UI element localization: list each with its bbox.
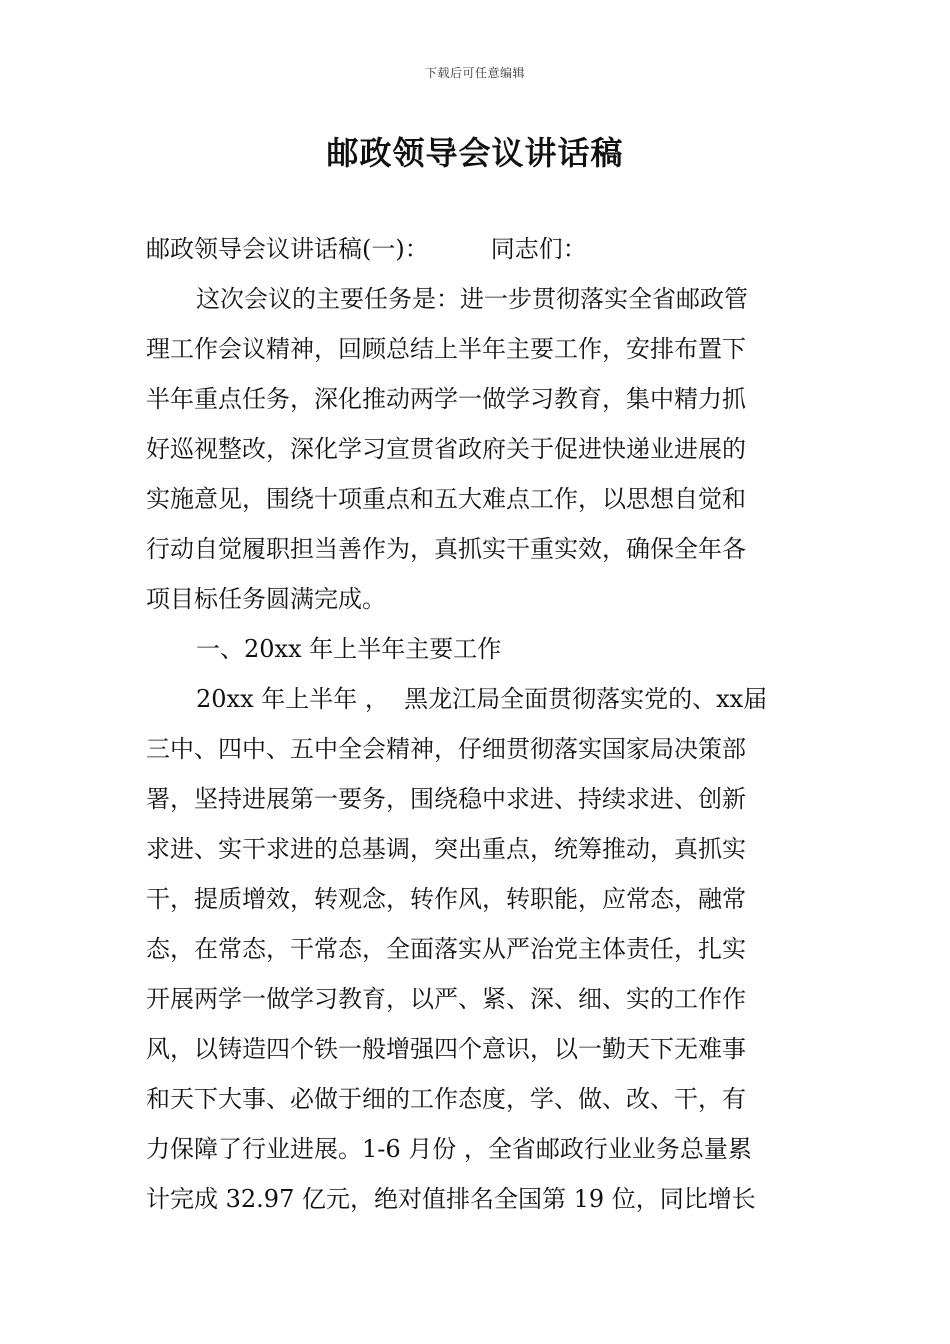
paragraph-line: 态，在常态，干常态，全面落实从严治党主体责任，扎实 [146,935,746,963]
header-note: 下载后可任意编辑 [424,66,525,80]
salutation: 同志们： [490,235,587,263]
paragraph-line: 半年重点任务，深化推动两学一做学习教育，集中精力抓 [146,385,746,413]
paragraph-line: 计完成 32.97 亿元，绝对值排名全国第 19 位，同比增长 [146,1185,756,1213]
paragraph-line: 好巡视整改，深化学习宣贯省政府关于促进快递业进展的 [146,435,746,463]
document-title: 邮政领导会议讲话稿 [326,134,624,172]
paragraph-line: 这次会议的主要任务是：进一步贯彻落实全省邮政管 [196,285,748,313]
paragraph-line: 理工作会议精神，回顾总结上半年主要工作，安排布置下 [146,335,746,363]
paragraph-line: 实施意见，围绕十项重点和五大难点工作，以思想自觉和 [146,485,746,513]
paragraph-line: 干，提质增效，转观念，转作风，转职能，应常态，融常 [146,885,746,913]
paragraph-line: 项目标任务圆满完成。 [146,585,386,613]
paragraph-line: 和天下大事、必做于细的工作态度，学、做、改、干，有 [146,1085,746,1113]
document-body [146,224,806,1224]
paragraph-line: 力保障了行业进展。1-6 月份 ，全省邮政行业业务总量累 [146,1135,752,1163]
intro-line [146,224,806,274]
paragraph-line: 风，以铸造四个铁一般增强四个意识，以一勤天下无难事 [146,1035,746,1063]
paragraph-line: 三中、四中、五中全会精神，仔细贯彻落实国家局决策部 [146,735,746,763]
intro-gap [429,224,491,274]
section-heading: 一、20xx 年上半年主要工作 [196,635,502,663]
paragraph-line: 20xx 年上半年 ， 黑龙江局全面贯彻落实党的、xx届 [196,685,768,713]
paragraph-line: 行动自觉履职担当善作为，真抓实干重实效，确保全年各 [146,535,746,563]
paragraph-line: 署，坚持进展第一要务，围绕稳中求进、持续求进、创新 [146,785,746,813]
paragraph-line: 求进、实干求进的总基调，突出重点，统筹推动，真抓实 [146,835,746,863]
intro-label: 邮政领导会议讲话稿(一)： [146,235,429,263]
paragraph-line: 开展两学一做学习教育，以严、紧、深、细、实的工作作 [146,985,746,1013]
